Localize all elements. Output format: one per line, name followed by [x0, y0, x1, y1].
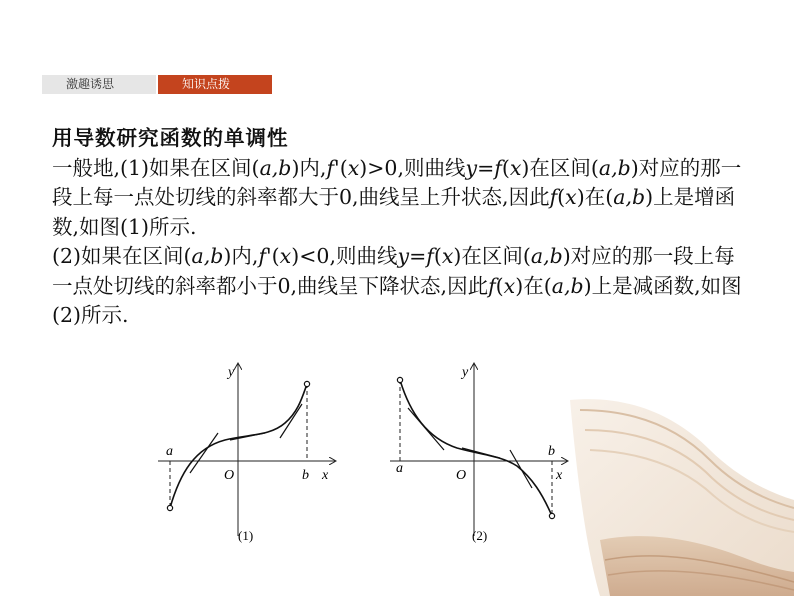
tab-knowledge[interactable]: 知识点拨	[158, 75, 272, 94]
x-label: x	[556, 468, 563, 483]
text: )内,	[291, 155, 327, 180]
a-label: a	[166, 444, 173, 459]
text: )在(	[576, 185, 614, 209]
text: a,b	[598, 155, 631, 180]
origin-label: O	[224, 468, 235, 483]
text: x	[509, 155, 522, 180]
text: f	[549, 185, 558, 209]
text: )在区间(	[453, 244, 531, 268]
tab-interest[interactable]: 激趣诱思	[42, 75, 156, 94]
y-label: y	[228, 365, 235, 380]
text: f'	[326, 155, 340, 180]
endpoint-a	[397, 377, 402, 382]
text: y=f	[465, 155, 502, 180]
endpoint-b	[549, 513, 554, 518]
text: )对应的那一段上每一点处切线的斜率都大于0,曲线呈上升状态,因此	[52, 155, 742, 209]
text: 一般地,(1)如果在区间(	[52, 155, 260, 180]
text: y=f	[397, 244, 434, 268]
tangent-line	[408, 408, 444, 450]
figure-increasing	[150, 358, 350, 553]
tangent-line	[462, 448, 500, 458]
tangent-line	[280, 404, 302, 438]
text: a,b	[530, 244, 563, 268]
text: x	[503, 273, 516, 298]
text: )对应的那一段上每一点处切线的斜率都小于0,曲线呈下降状态,因此	[52, 244, 735, 298]
text: )上是减函数,如图(2)所示.	[52, 273, 742, 327]
text: )在(	[515, 273, 552, 298]
text: a,b	[551, 273, 584, 298]
text: x	[565, 185, 577, 209]
decreasing-curve	[400, 380, 552, 516]
b-label: b	[548, 444, 555, 459]
text: )在区间(	[521, 155, 599, 180]
text: (2)如果在区间(	[52, 244, 192, 268]
text: x	[441, 244, 454, 268]
text: )上是增函数,如图(1)所示.	[52, 185, 736, 239]
paragraph-decreasing: (2)如果在区间(a,b)内,f'(x)<0,则曲线y=f(x)在区间(a,b)对应的那一段上每一点处切线的斜率都小于0,曲线呈下降状态,因此f(x)在(a,b)上是减函数,如图(2)所示.	[52, 244, 742, 327]
text: f'	[258, 244, 272, 268]
text: x	[279, 244, 292, 268]
figure-caption: (1)	[238, 528, 254, 543]
endpoint-a	[167, 505, 172, 510]
text: )内,	[223, 244, 259, 268]
tangent-line	[510, 450, 532, 488]
tab-bar	[42, 75, 272, 94]
section-heading: 用导数研究函数的单调性	[52, 126, 289, 150]
tangent-line	[190, 433, 218, 473]
paragraph-increasing: 一般地,(1)如果在区间(a,b)内,f'(x)>0,则曲线y=f(x)在区间(a,b)对应的那一段上每一点处切线的斜率都大于0,曲线呈上升状态,因此f(x)在(a,b)上是增函数,如图(1)所示.	[52, 155, 742, 239]
origin-label: O	[456, 468, 467, 483]
text: a,b	[259, 155, 292, 180]
endpoint-b	[304, 381, 309, 386]
text: <0,则曲线	[299, 244, 398, 268]
tangent-line	[230, 433, 265, 440]
figure-decreasing	[382, 358, 582, 553]
y-label: y	[462, 365, 469, 380]
lesson-content	[52, 124, 752, 331]
open-book-illustration	[560, 390, 794, 596]
x-label: x	[322, 468, 329, 483]
text: a,b	[191, 244, 224, 268]
text: x	[347, 155, 360, 180]
a-label: a	[396, 461, 403, 476]
text: a,b	[613, 185, 646, 209]
text: f	[488, 273, 496, 298]
figure-caption: (2)	[472, 528, 488, 543]
text: >0,则曲线	[367, 155, 466, 180]
b-label: b	[302, 468, 309, 483]
